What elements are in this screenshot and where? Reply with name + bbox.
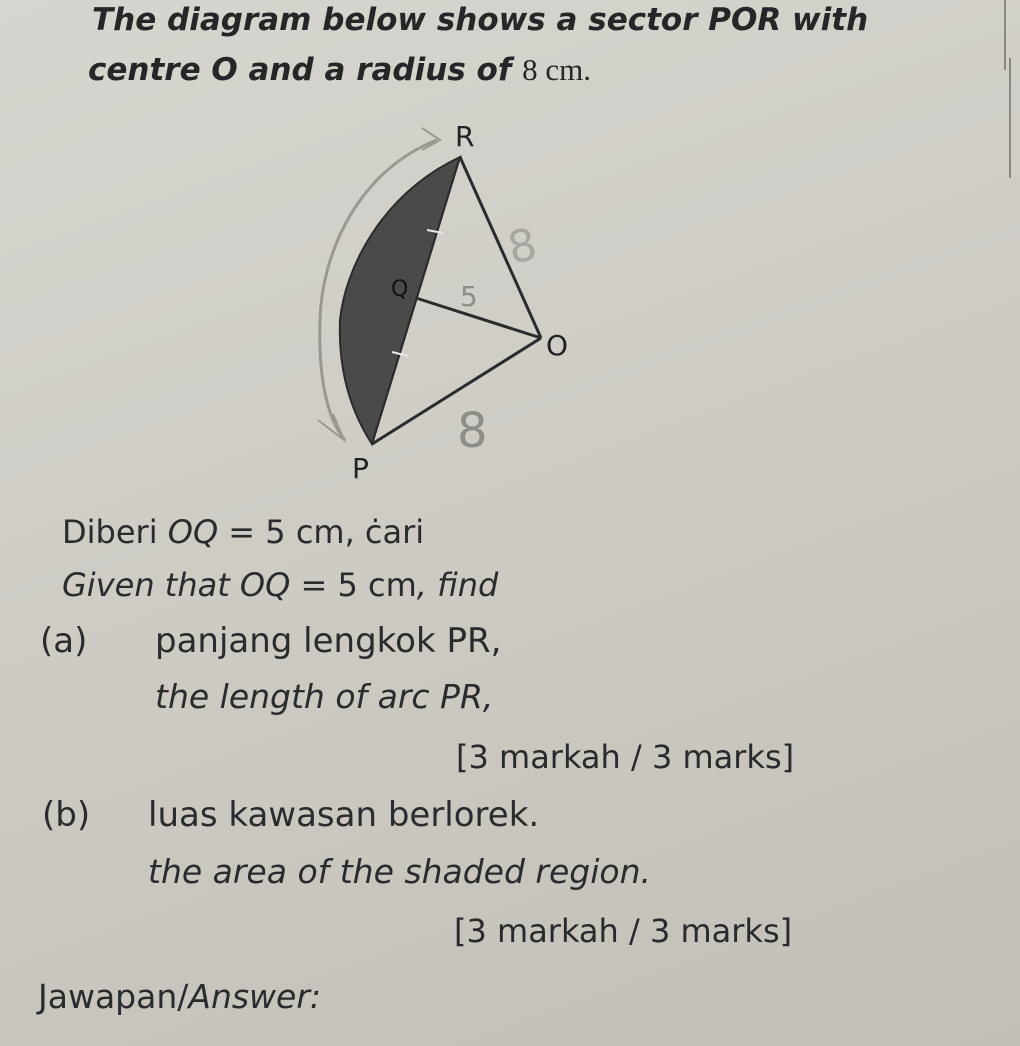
part-b-marks [454,912,792,950]
part-b-marks-text: [3 markah / 3 marks] [454,912,793,950]
part-b-label: (b) [42,795,91,835]
intro-line-1: The diagram below shows a sector POR with [92,2,869,38]
part-b-malay: luas kawasan berlorek. [148,795,540,835]
given-unit: cm [367,566,417,604]
answer-english: Answer: [188,977,322,1016]
radius-value: 8 cm. [522,52,592,87]
label-Q: Q [391,277,409,302]
handwritten-OQ-length: 5 [460,280,478,313]
label-R: R [455,120,475,153]
part-a-label: (a) [40,621,88,661]
given-english-prefix: Given that [62,566,230,604]
given-unit: cm [295,513,345,551]
handwritten-OP-length: 8 [457,403,488,459]
part-b-english: the area of the shaded region. [148,852,651,891]
given-math-eq: = 5 [218,513,296,551]
given-malay-suffix: , ċari [344,513,425,551]
part-a-marks-text: [3 markah / 3 marks] [456,738,795,776]
answer-malay: Jawapan/ [38,977,189,1016]
handwritten-OR-length: 8 [503,218,542,275]
segment-OQ [416,298,541,338]
given-english [62,566,498,604]
given-math-lhs: OQ [167,513,219,551]
part-a-english: the length of arc PR, [155,677,494,716]
answer-heading [38,977,321,1016]
intro-line-2-prefix: centre O and a radius of [88,52,512,88]
part-a-marks [456,738,794,776]
given-math-lhs: OQ [239,566,291,604]
given-malay [62,513,424,551]
given-malay-prefix: Diberi [62,513,158,551]
part-a-malay: panjang lengkok PR, [155,621,502,661]
label-P: P [352,452,369,485]
given-english-suffix: , find [416,566,499,604]
given-math-eq: = 5 [290,566,368,604]
label-O: O [546,329,569,362]
